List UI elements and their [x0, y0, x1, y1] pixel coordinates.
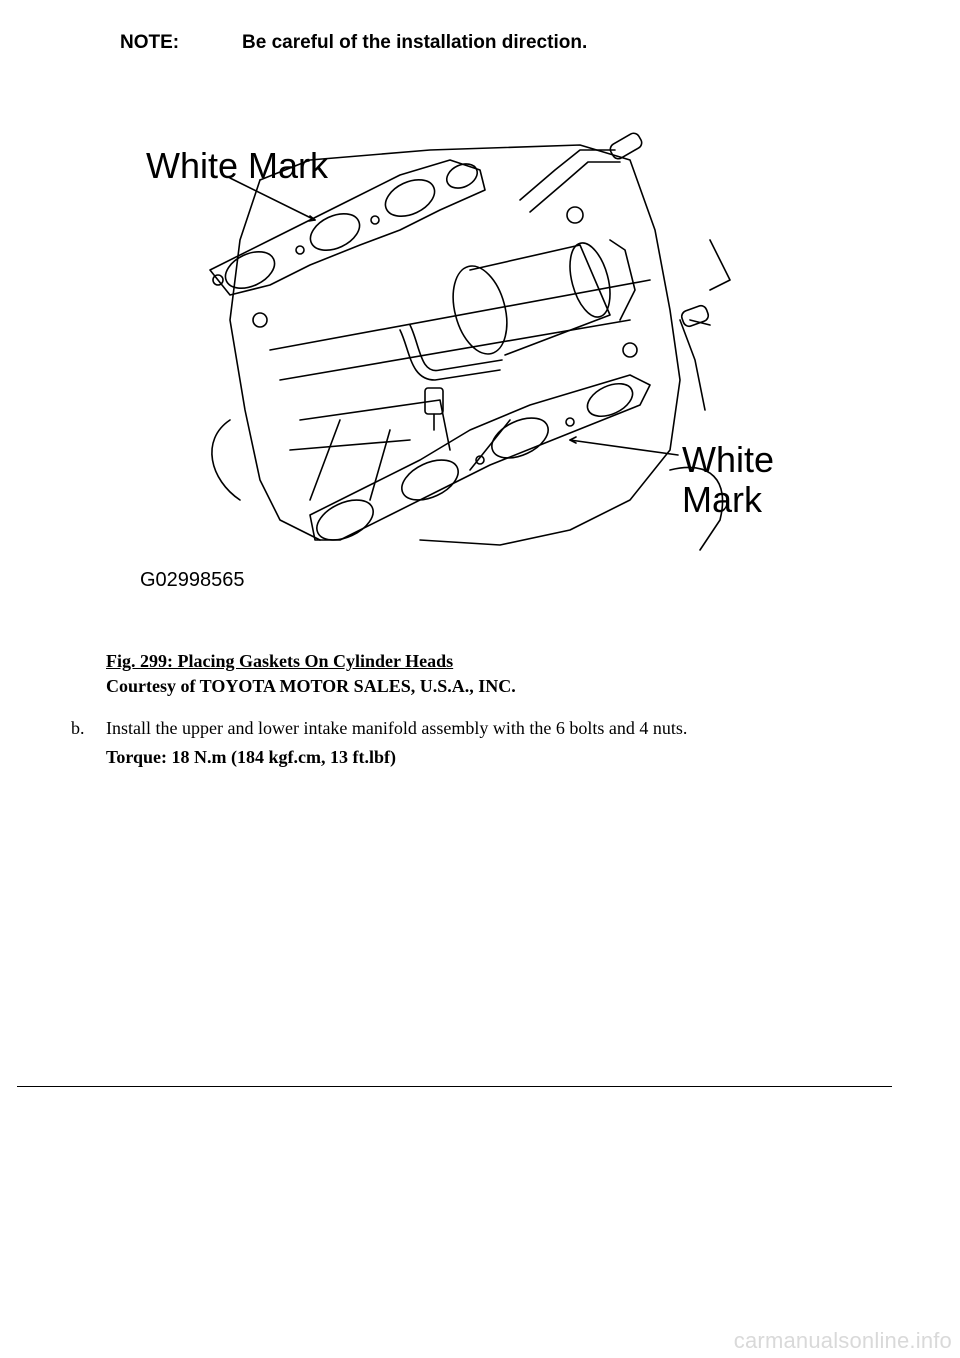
watermark: carmanualsonline.info [733, 1328, 952, 1353]
torque-spec: Torque: 18 N.m (184 kgf.cm, 13 ft.lbf) [106, 747, 396, 767]
callout-white-mark-bottom-line2: Mark [682, 479, 762, 520]
footer-divider [17, 1086, 892, 1087]
note-text: Be careful of the installation direction. [242, 32, 588, 53]
figure-credit: Courtesy of TOYOTA MOTOR SALES, U.S.A., INC. [106, 676, 516, 696]
figure-code: G02998565 [140, 569, 245, 591]
callout-white-mark-top: White Mark [146, 145, 329, 186]
note-label: NOTE: [120, 32, 180, 53]
step-marker: b. [71, 718, 85, 738]
figure-caption: Fig. 299: Placing Gaskets On Cylinder Heads [106, 651, 454, 671]
step-text: Install the upper and lower intake manifold assembly with the 6 bolts and 4 nuts. [106, 718, 688, 738]
gasket-illustration [110, 120, 800, 600]
callout-white-mark-bottom-line1: White [682, 439, 775, 480]
